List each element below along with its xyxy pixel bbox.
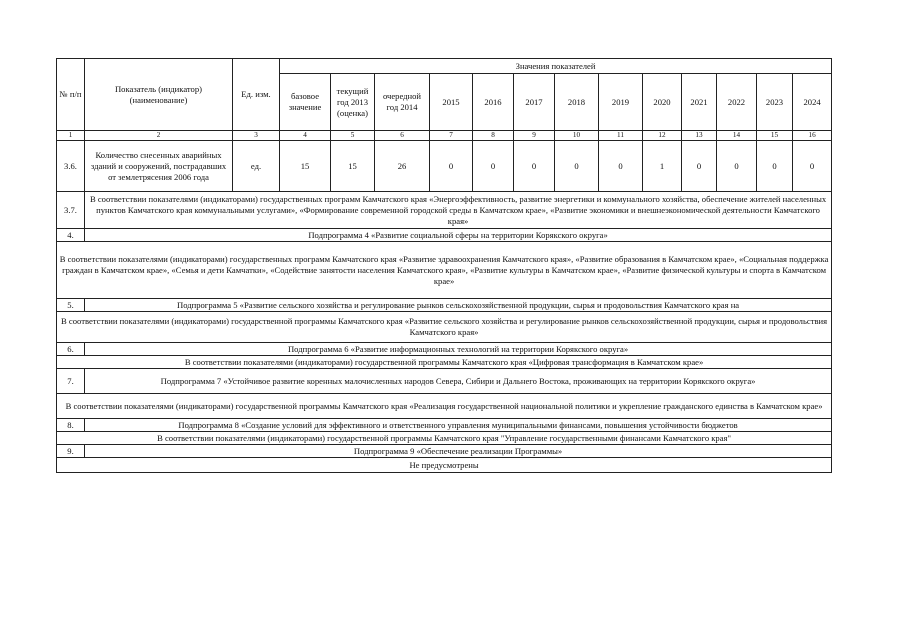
merged-note-cell: В соответствии показателями (индикаторами) государственной программы Камчатского края «Реализация государственной национальной политики и укрепление гражданского единства в Камчатском крае» (57, 394, 832, 419)
header-base: базовое значение (280, 74, 331, 131)
col-number: 14 (717, 131, 757, 141)
header-num: № п/п (57, 59, 85, 131)
value-cell: 1 (643, 141, 682, 192)
row-number: 3.7. (57, 192, 85, 229)
header-year: 2015 (430, 74, 473, 131)
subprogram-row (57, 419, 832, 432)
value-cell: 26 (375, 141, 430, 192)
header-row-top (57, 59, 832, 74)
value-cell: 0 (473, 141, 514, 192)
value-cell: 15 (280, 141, 331, 192)
subprogram-title: Подпрограмма 5 «Развитие сельского хозяйства и регулирование рынков сельскохозяйственной продукции, сырья и продовольствия Камчатского края на (85, 299, 832, 312)
header-year: 2019 (599, 74, 643, 131)
header-year: 2017 (514, 74, 555, 131)
col-number: 1 (57, 131, 85, 141)
row-number: 6. (57, 343, 85, 356)
subprogram-row (57, 229, 832, 242)
value-cell: 0 (682, 141, 717, 192)
header-next-year: очередной год 2014 (375, 74, 430, 131)
col-number: 3 (233, 131, 280, 141)
note-row (57, 432, 832, 445)
note-row (57, 356, 832, 369)
row-number: 4. (57, 229, 85, 242)
merged-note-cell: В соответствии показателями (индикаторами) государственных программ Камчатского края «Развитие здравоохранения Камчатского края», «Развитие образования в Камчатском крае», «Социальная поддержка граждан в Камчатском крае», «Семья и дети Камчатки», «Содействие занятости населения Камчатского края», «Развитие культуры в Камчатском крае», «Развитие физической культуры и спорта в Камчатском крае» (57, 242, 832, 299)
subprogram-row (57, 299, 832, 312)
col-number: 16 (793, 131, 832, 141)
value-cell: 0 (717, 141, 757, 192)
row-number: 7. (57, 369, 85, 394)
indicator-unit: ед. (233, 141, 280, 192)
header-values-group: Значения показателей (280, 59, 832, 74)
col-number: 5 (331, 131, 375, 141)
header-year: 2023 (757, 74, 793, 131)
col-number: 13 (682, 131, 717, 141)
value-cell: 0 (599, 141, 643, 192)
indicator-name: Количество снесенных аварийных зданий и сооружений, пострадавших от землетрясения 2006 года (85, 141, 233, 192)
note-row (57, 394, 832, 419)
value-cell: 0 (793, 141, 832, 192)
value-cell: 0 (555, 141, 599, 192)
header-year: 2016 (473, 74, 514, 131)
table-row (57, 192, 832, 229)
row-number: 5. (57, 299, 85, 312)
row-number: 3.6. (57, 141, 85, 192)
subprogram-title: Подпрограмма 4 «Развитие социальной сферы на территории Корякского округа» (85, 229, 832, 242)
note-row (57, 458, 832, 473)
col-number: 15 (757, 131, 793, 141)
indicators-table (56, 58, 832, 473)
header-year: 2022 (717, 74, 757, 131)
col-number: 8 (473, 131, 514, 141)
subprogram-title: Подпрограмма 6 «Развитие информационных технологий на территории Корякского округа» (85, 343, 832, 356)
header-year: 2024 (793, 74, 832, 131)
header-unit: Ед. изм. (233, 59, 280, 131)
col-number: 2 (85, 131, 233, 141)
column-number-row (57, 131, 832, 141)
subprogram-row (57, 369, 832, 394)
header-current-year: текущий год 2013 (оценка) (331, 74, 375, 131)
merged-note-cell: Не предусмотрены (57, 458, 832, 473)
subprogram-row (57, 343, 832, 356)
merged-note-cell: В соответствии показателями (индикаторами) государственных программ Камчатского края «Энергоэффективность, развитие энергетики и коммунального хозяйства, обеспечение жителей населенных пунктов Камчатского края коммунальными услугами», «Формирование современной городской среды в Камчатском крае», «Развитие экономики и внешнеэкономической деятельности Камчатского края» (85, 192, 832, 229)
col-number: 7 (430, 131, 473, 141)
value-cell: 0 (514, 141, 555, 192)
subprogram-title: Подпрограмма 8 «Создание условий для эффективного и ответственного управления муниципальными финансами, повышения устойчивости бюджетов (85, 419, 832, 432)
merged-note-cell: В соответствии показателями (индикаторами) государственной программы Камчатского края "Управление государственными финансами Камчатского края" (57, 432, 832, 445)
subprogram-title: Подпрограмма 9 «Обеспечение реализации Программы» (85, 445, 832, 458)
col-number: 11 (599, 131, 643, 141)
header-year: 2018 (555, 74, 599, 131)
header-indicator: Показатель (индикатор) (наименование) (85, 59, 233, 131)
header-year: 2021 (682, 74, 717, 131)
col-number: 10 (555, 131, 599, 141)
col-number: 6 (375, 131, 430, 141)
col-number: 4 (280, 131, 331, 141)
col-number: 9 (514, 131, 555, 141)
merged-note-cell: В соответствии показателями (индикаторами) государственной программы Камчатского края «Развитие сельского хозяйства и регулирование рынков сельскохозяйственной продукции, сырья и продовольствия Камчатского края» (57, 312, 832, 343)
value-cell: 15 (331, 141, 375, 192)
value-cell: 0 (430, 141, 473, 192)
header-year: 2020 (643, 74, 682, 131)
subprogram-title: Подпрограмма 7 «Устойчивое развитие коренных малочисленных народов Севера, Сибири и Дальнего Востока, проживающих на территории Корякского округа» (85, 369, 832, 394)
row-number: 8. (57, 419, 85, 432)
col-number: 12 (643, 131, 682, 141)
value-cell: 0 (757, 141, 793, 192)
subprogram-row (57, 445, 832, 458)
note-row (57, 312, 832, 343)
merged-note-cell: В соответствии показателями (индикаторами) государственной программы Камчатского края «Цифровая трансформация в Камчатском крае» (57, 356, 832, 369)
table-row (57, 141, 832, 192)
note-row (57, 242, 832, 299)
row-number: 9. (57, 445, 85, 458)
